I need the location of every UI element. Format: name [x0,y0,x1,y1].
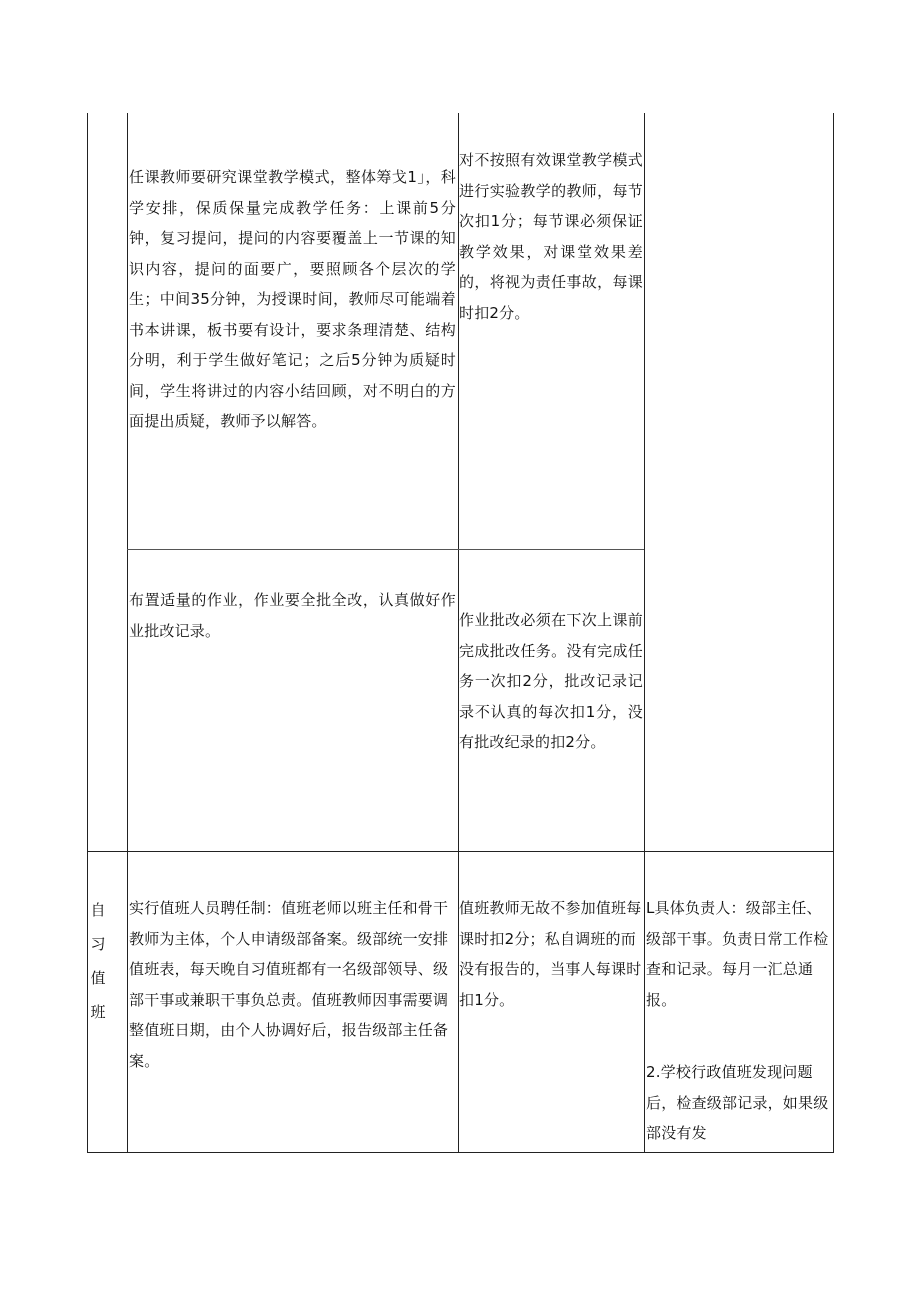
row3-responsibility-text-1: L具体负责人：级部主任、级部干事。负责日常工作检查和记录。每月一汇总通报。 [646,899,829,1009]
table-column-divider-1 [127,113,128,1153]
row3-criterion-text: 实行值班人员聘任制：值班老师以班主任和骨干教师为主体，个人申请级部备案。级部统一安排值班表，每天晚自习值班都有一名级部领导、级部干事或兼职干事负总责。值班教师因事需要调整值班日期，由个人协调好后，报告级部主任备案。 [129,899,449,1070]
row3-penalty-text: 值班教师无故不参加值班每课时扣2分；私自调班的而没有报告的，当事人每课时扣1分。 [459,899,642,1009]
table-border-right [833,113,834,1153]
row-divider-1 [127,549,644,550]
row2-criterion-text: 布置适量的作业，作业要全批全改，认真做好作业批改记录。 [129,591,456,640]
row3-category-label: 自习值班 [90,901,106,1021]
table-border-bottom [87,1152,833,1153]
row-divider-2 [87,851,833,852]
table-column-divider-3 [644,113,645,1153]
row1-criterion-text: 任课教师要研究课堂教学模式，整体筹戈1」，科学安排，保质保量完成教学任务：上课前5分钟，复习提问，提问的内容要覆盖上一节课的知识内容，提问的面要广，要照顾各个层次的学生；中间35分钟，为授课时间，教师尽可能端着书本讲课，板书要有设计，要求条理清楚、结构分明，利于学生做好笔记；之后5分钟为质疑时间，学生将讲过的内容小结回顾，对不明白的方面提出质疑，教师予以解答。 [129,168,456,430]
row1-penalty-text: 对不按照有效课堂教学模式进行实验教学的教师，每节次扣1分；每节课必须保证教学效果，对课堂效果差的，将视为责任事故，每课时扣2分。 [459,151,643,322]
row3-responsibility-text-2: 2.学校行政值班发现问题后，检查级部记录，如果级部没有发 [646,1063,829,1142]
row2-penalty-text: 作业批改必须在下次上课前完成批改任务。没有完成任务一次扣2分，批改记录记录不认真的每次扣1分，没有批改纪录的扣2分。 [459,611,643,751]
